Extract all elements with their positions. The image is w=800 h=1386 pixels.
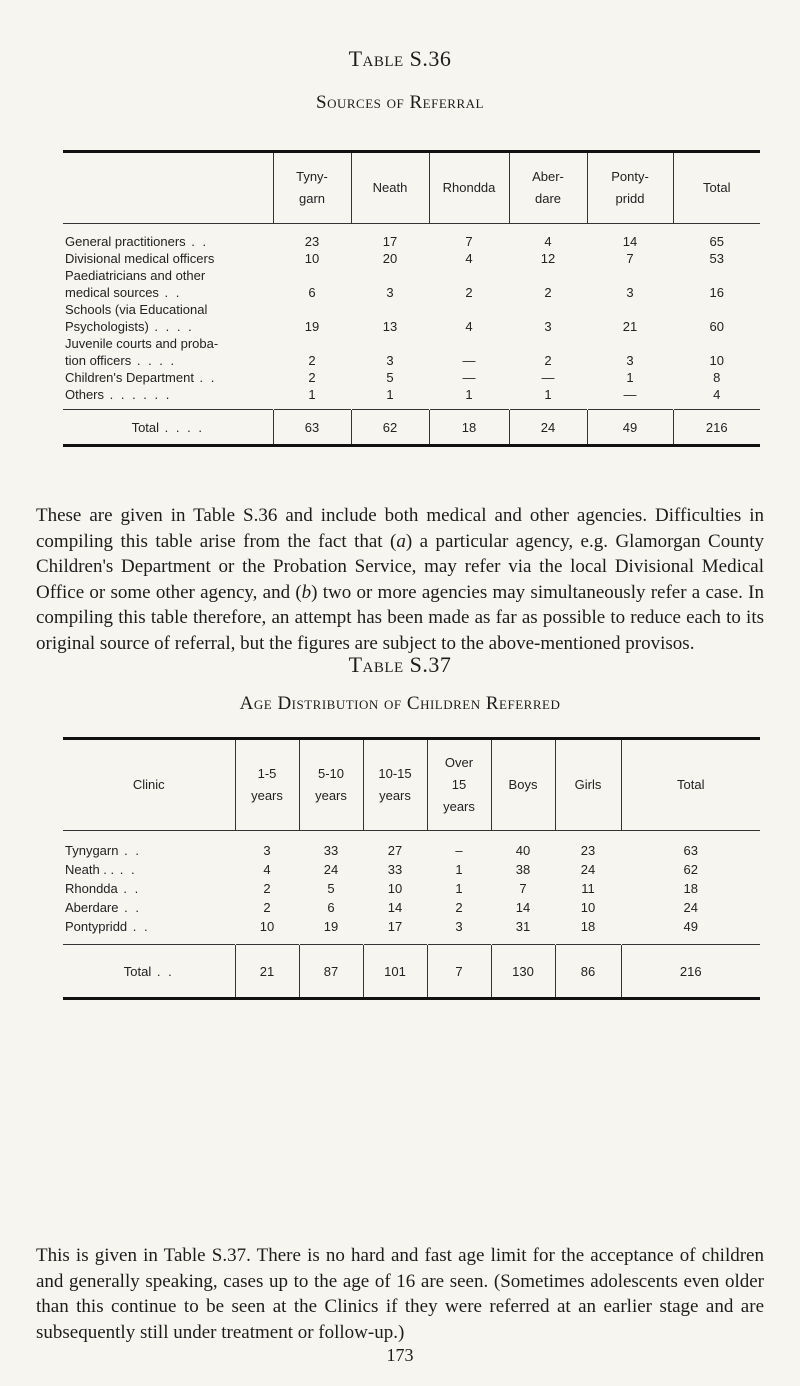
- table-cell: 14: [622, 234, 638, 249]
- table-cell: —: [623, 387, 637, 402]
- table-s37-title: Table S.37: [348, 652, 452, 677]
- table-s36-title: Table S.36: [348, 46, 452, 71]
- table-cell: —: [462, 353, 476, 368]
- table-cell: 10: [387, 881, 403, 896]
- table-cell: 11: [581, 881, 595, 896]
- table-cell: 19: [304, 319, 320, 334]
- table-cell: 3: [626, 285, 634, 300]
- table-cell: 1: [386, 387, 394, 402]
- table-s37: [63, 737, 760, 1000]
- table-cell: 2: [544, 285, 552, 300]
- table-cell: 24: [323, 862, 339, 877]
- table-cell: 23: [580, 843, 596, 858]
- table-row: [63, 860, 760, 879]
- table-s37-subtitle: Age Distribution of Children Referred: [239, 693, 561, 714]
- table-cell: 19: [323, 919, 339, 934]
- table-row: [63, 250, 760, 267]
- table-cell: 38: [515, 862, 531, 877]
- table-cell: 65: [709, 234, 724, 249]
- table-cell: 5: [386, 370, 394, 385]
- table-row: [63, 879, 760, 898]
- row-label: General practitioners: [65, 234, 186, 249]
- table-row: [63, 335, 760, 369]
- table-row: [63, 267, 760, 301]
- leader-dots: . . . . . .: [104, 387, 172, 402]
- row-label: Rhondda: [65, 881, 118, 896]
- table-row: [63, 369, 760, 386]
- table-cell: 6: [327, 900, 335, 915]
- table-cell: 5: [327, 881, 335, 896]
- leader-dots: . .: [127, 919, 150, 934]
- table-cell: 3: [263, 843, 271, 858]
- row-label: Juvenile courts and proba- tion officers: [65, 336, 219, 368]
- total-cell: 24: [509, 410, 587, 446]
- table-cell: 60: [709, 319, 724, 334]
- leader-dots: . .: [193, 370, 217, 385]
- leader-dots: . . . .: [131, 353, 177, 368]
- table-cell: 53: [709, 251, 724, 266]
- total-cell: 21: [235, 945, 299, 999]
- column-header: Ponty- pridd: [587, 152, 673, 224]
- table-cell: 10: [709, 353, 724, 368]
- paragraph-sources-of-referral: These are given in Table S.36 and include both medical and other agencies. Difficulties in compiling this table arise from the fact that (a) a particular agency, e.g. Glamorgan County Children's Department or the Probation Service, may refer via the local Divisional Medical Office or some other agency, and (b) two or more agencies may simultaneously refer a case. In compiling this table therefore, an attempt has been made as far as possible to reduce each to its original source of referral, but the figures are subject to the above-mentioned provisos.: [36, 505, 764, 654]
- row-label: Pontypridd: [65, 919, 128, 934]
- leader-dots: . .: [118, 900, 141, 915]
- table-cell: 2: [455, 900, 463, 915]
- column-header: 5-10 years: [299, 739, 363, 831]
- total-row: [63, 945, 760, 999]
- table-cell: 1: [455, 881, 463, 896]
- total-cell: 86: [555, 945, 621, 999]
- total-cell: 62: [351, 410, 429, 446]
- row-label: Children's Department: [65, 370, 194, 385]
- table-cell: 1: [626, 370, 634, 385]
- table-cell: 33: [387, 862, 403, 877]
- column-header: 1-5 years: [235, 739, 299, 831]
- table-cell: 2: [544, 353, 552, 368]
- table-cell: 6: [308, 285, 316, 300]
- total-cell: 216: [621, 945, 760, 999]
- table-cell: 4: [263, 862, 271, 877]
- table-cell: 2: [308, 353, 316, 368]
- table-cell: 17: [387, 919, 403, 934]
- table-row: [63, 831, 760, 861]
- table-cell: 4: [465, 319, 473, 334]
- table-cell: 2: [308, 370, 316, 385]
- total-label: Total: [131, 419, 160, 435]
- total-cell: 63: [273, 410, 351, 446]
- table-cell: 4: [713, 387, 721, 402]
- column-header: [63, 152, 273, 224]
- table-cell: 1: [544, 387, 552, 402]
- table-cell: 3: [386, 285, 394, 300]
- total-cell: 87: [299, 945, 363, 999]
- column-header: Aber- dare: [509, 152, 587, 224]
- table-cell: 1: [465, 387, 473, 402]
- table-cell: 1: [455, 862, 463, 877]
- table-cell: 27: [387, 843, 403, 858]
- table-cell: 2: [465, 285, 473, 300]
- table-cell: 2: [263, 900, 271, 915]
- row-label: Schools (via Educational Psychologists): [65, 302, 208, 334]
- row-label: Others: [65, 387, 105, 402]
- leader-dots: . .: [118, 843, 141, 858]
- table-cell: 17: [382, 234, 398, 249]
- table-cell: 7: [626, 251, 634, 266]
- table-cell: 21: [622, 319, 638, 334]
- table-cell: 10: [259, 919, 275, 934]
- table-cell: 13: [382, 319, 398, 334]
- total-cell: 18: [429, 410, 509, 446]
- paragraph-age-distribution: This is given in Table S.37. There is no hard and fast age limit for the acceptance of children and generally speaking, cases up to the age of 16 are seen. (Sometimes adolescents even older than this continue to be seen at the Clinics if they were referred at an earlier stage and are subsequently still under treatment or follow-up.): [36, 1245, 764, 1343]
- row-label: Paediatricians and other medical sources: [65, 268, 206, 300]
- column-header: Boys: [491, 739, 555, 831]
- table-cell: 16: [709, 285, 724, 300]
- page-number: 173: [386, 1345, 414, 1365]
- table-cell: 2: [263, 881, 271, 896]
- table-row: [63, 301, 760, 335]
- table-cell: 10: [304, 251, 320, 266]
- leader-dots: . . . .: [159, 419, 204, 435]
- table-cell: 4: [465, 251, 473, 266]
- column-header: Over 15 years: [427, 739, 491, 831]
- table-cell: 7: [519, 881, 527, 896]
- column-header: Tyny- garn: [273, 152, 351, 224]
- column-header: 10-15 years: [363, 739, 427, 831]
- table-cell: 20: [382, 251, 398, 266]
- table-cell: 12: [540, 251, 556, 266]
- table-cell: 3: [386, 353, 394, 368]
- table-row: [63, 386, 760, 410]
- row-label: Aberdare: [65, 900, 119, 915]
- total-cell: 101: [363, 945, 427, 999]
- table-cell: 3: [626, 353, 634, 368]
- row-label: Tynygarn: [65, 843, 119, 858]
- leader-dots: . .: [151, 963, 174, 979]
- table-cell: 24: [580, 862, 596, 877]
- table-cell: 10: [580, 900, 596, 915]
- leader-dots: . .: [185, 234, 209, 249]
- leader-dots: . . . .: [148, 319, 194, 334]
- table-cell: 14: [387, 900, 403, 915]
- table-cell: 8: [713, 370, 721, 385]
- table-cell: —: [541, 370, 555, 385]
- table-cell: 33: [323, 843, 339, 858]
- table-row: [63, 224, 760, 251]
- column-header: Girls: [555, 739, 621, 831]
- table-row: [63, 917, 760, 945]
- row-label: Divisional medical officers: [65, 251, 215, 266]
- total-row: [63, 410, 760, 446]
- table-cell: 1: [308, 387, 316, 402]
- column-header: Neath: [351, 152, 429, 224]
- table-cell: 23: [304, 234, 320, 249]
- row-label: Neath . .: [65, 862, 115, 877]
- table-cell: 7: [465, 234, 473, 249]
- total-label: Total: [123, 963, 152, 979]
- total-cell: 216: [673, 410, 760, 446]
- table-cell: 62: [683, 862, 698, 877]
- total-cell: 130: [491, 945, 555, 999]
- column-header: Clinic: [63, 739, 235, 831]
- table-cell: 18: [683, 881, 698, 896]
- table-cell: 3: [544, 319, 552, 334]
- column-header: Rhondda: [429, 152, 509, 224]
- total-cell: 49: [587, 410, 673, 446]
- table-cell: 18: [580, 919, 596, 934]
- table-cell: —: [462, 370, 476, 385]
- table-cell: 4: [544, 234, 552, 249]
- table-row: [63, 898, 760, 917]
- leader-dots: . .: [158, 285, 182, 300]
- table-cell: 63: [683, 843, 698, 858]
- table-s36: [63, 150, 760, 447]
- table-cell: 3: [455, 919, 463, 934]
- table-cell: 49: [683, 919, 698, 934]
- table-cell: 14: [515, 900, 531, 915]
- column-header: Total: [673, 152, 760, 224]
- total-cell: 7: [427, 945, 491, 999]
- table-cell: –: [455, 843, 463, 858]
- table-cell: 24: [683, 900, 698, 915]
- table-cell: 31: [515, 919, 531, 934]
- table-s36-subtitle: Sources of Referral: [316, 92, 484, 113]
- table-cell: 40: [515, 843, 531, 858]
- leader-dots: . .: [114, 862, 137, 877]
- leader-dots: . .: [117, 881, 141, 896]
- column-header: Total: [621, 739, 760, 831]
